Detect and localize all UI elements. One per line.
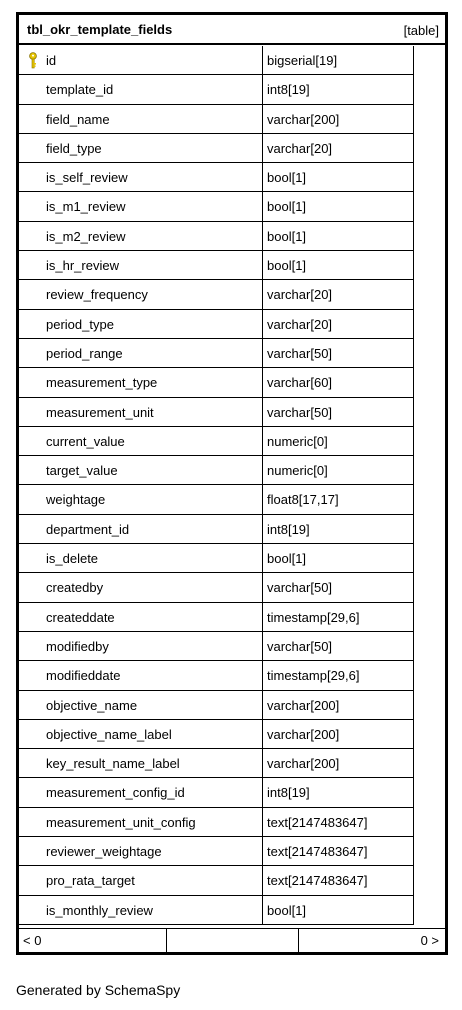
column-type-cell <box>263 251 414 279</box>
column-name: is_m2_review <box>46 228 126 244</box>
column-name-cell <box>19 222 263 250</box>
table-header <box>19 15 445 45</box>
column-type: varchar[200] <box>267 111 340 127</box>
table-footer <box>19 928 445 952</box>
column-name-cell <box>19 808 263 836</box>
column-type-cell <box>263 192 414 220</box>
column-row[interactable] <box>19 485 414 514</box>
table-box <box>16 12 448 955</box>
column-row[interactable] <box>19 661 414 690</box>
column-type-cell <box>263 75 414 103</box>
column-type-cell <box>263 134 414 162</box>
column-row[interactable] <box>19 398 414 427</box>
column-name: createddate <box>46 609 115 625</box>
table-kind: [table] <box>403 23 439 38</box>
column-row[interactable] <box>19 251 414 280</box>
column-row[interactable] <box>19 749 414 778</box>
column-name: objective_name <box>46 697 138 713</box>
column-name-cell <box>19 134 263 162</box>
column-name: field_type <box>46 140 102 156</box>
column-name: is_hr_review <box>46 258 119 274</box>
column-name-cell <box>19 749 263 777</box>
column-row[interactable] <box>19 105 414 134</box>
column-name-cell <box>19 837 263 865</box>
column-type-cell <box>263 808 414 836</box>
column-type: int8[19] <box>267 521 310 537</box>
column-row[interactable] <box>19 46 414 75</box>
column-type: varchar[200] <box>267 726 340 742</box>
column-type: varchar[60] <box>267 375 333 391</box>
column-name-cell <box>19 720 263 748</box>
column-type: varchar[200] <box>267 756 340 772</box>
column-type: int8[19] <box>267 785 310 801</box>
column-name-cell <box>19 427 263 455</box>
column-name-cell <box>19 280 263 308</box>
footer-segment-middle <box>167 929 299 952</box>
column-type-cell <box>263 544 414 572</box>
column-name-cell <box>19 339 263 367</box>
column-row[interactable] <box>19 720 414 749</box>
footer-segment-parents <box>299 929 445 952</box>
column-type-cell <box>263 691 414 719</box>
column-type: numeric[0] <box>267 433 328 449</box>
column-type: text[2147483647] <box>267 873 368 889</box>
column-name-cell <box>19 632 263 660</box>
column-name: is_self_review <box>46 170 128 186</box>
column-type-cell <box>263 866 414 894</box>
column-name: key_result_name_label <box>46 756 180 772</box>
column-type: varchar[50] <box>267 580 333 596</box>
column-name: weightage <box>46 492 106 508</box>
column-name-cell <box>19 398 263 426</box>
column-name: current_value <box>46 433 125 449</box>
column-name-cell <box>19 485 263 513</box>
column-name: measurement_unit_config <box>46 814 196 830</box>
column-type-cell <box>263 515 414 543</box>
column-type-cell <box>263 46 414 74</box>
column-type: numeric[0] <box>267 463 328 479</box>
column-name: reviewer_weightage <box>46 844 162 860</box>
column-name: measurement_type <box>46 375 158 391</box>
column-type: bool[1] <box>267 199 307 215</box>
column-row[interactable] <box>19 808 414 837</box>
column-type: timestamp[29,6] <box>267 668 360 684</box>
column-type-cell <box>263 427 414 455</box>
table-name[interactable]: tbl_okr_template_fields <box>27 22 173 37</box>
column-row[interactable] <box>19 339 414 368</box>
column-type-cell <box>263 105 414 133</box>
column-type-cell <box>263 310 414 338</box>
column-name-cell <box>19 368 263 396</box>
column-name: field_name <box>46 111 110 127</box>
column-name-cell <box>19 515 263 543</box>
column-row[interactable] <box>19 778 414 807</box>
key-icon <box>28 52 40 69</box>
parents-count[interactable]: 0 > <box>420 933 439 948</box>
column-row[interactable] <box>19 573 414 602</box>
column-type: varchar[200] <box>267 697 340 713</box>
column-type-cell <box>263 632 414 660</box>
column-row[interactable] <box>19 544 414 573</box>
column-type: int8[19] <box>267 82 310 98</box>
column-type: timestamp[29,6] <box>267 609 360 625</box>
column-name: is_monthly_review <box>46 902 153 918</box>
column-name: target_value <box>46 463 118 479</box>
column-name: measurement_config_id <box>46 785 185 801</box>
column-name-cell <box>19 46 263 74</box>
column-type: bigserial[19] <box>267 53 338 68</box>
column-row[interactable] <box>19 75 414 104</box>
column-name-cell <box>19 778 263 806</box>
column-type: bool[1] <box>267 551 307 567</box>
column-type: varchar[50] <box>267 345 333 361</box>
column-type-cell <box>263 280 414 308</box>
column-row[interactable] <box>19 192 414 221</box>
column-name-cell <box>19 105 263 133</box>
column-type-cell <box>263 398 414 426</box>
column-row[interactable] <box>19 222 414 251</box>
column-name: review_frequency <box>46 287 148 303</box>
column-row[interactable] <box>19 896 414 925</box>
column-type-cell <box>263 896 414 924</box>
column-name-cell <box>19 75 263 103</box>
column-type-cell <box>263 485 414 513</box>
column-row[interactable] <box>19 163 414 192</box>
column-name-cell <box>19 310 263 338</box>
column-name-cell <box>19 456 263 484</box>
column-type: text[2147483647] <box>267 814 368 830</box>
column-name: id <box>46 53 57 68</box>
column-type-cell <box>263 661 414 689</box>
column-row[interactable] <box>19 837 414 866</box>
column-name: is_m1_review <box>46 199 126 215</box>
column-name: is_delete <box>46 551 99 567</box>
column-type: varchar[20] <box>267 316 333 332</box>
column-type: varchar[20] <box>267 140 333 156</box>
column-name-cell <box>19 661 263 689</box>
generated-by-label: Generated by SchemaSpy <box>16 982 181 998</box>
column-type-cell <box>263 749 414 777</box>
column-name-cell <box>19 866 263 894</box>
column-row[interactable] <box>19 691 414 720</box>
column-name: createdby <box>46 580 104 596</box>
column-row[interactable] <box>19 456 414 485</box>
column-name: measurement_unit <box>46 404 154 420</box>
column-name-cell <box>19 544 263 572</box>
column-row[interactable] <box>19 310 414 339</box>
column-name-cell <box>19 896 263 924</box>
column-type: bool[1] <box>267 170 307 186</box>
column-row[interactable] <box>19 368 414 397</box>
column-name-cell <box>19 573 263 601</box>
column-type: text[2147483647] <box>267 844 368 860</box>
column-name-cell <box>19 163 263 191</box>
column-name-cell <box>19 192 263 220</box>
column-type: bool[1] <box>267 228 307 244</box>
column-type-cell <box>263 778 414 806</box>
column-row[interactable] <box>19 866 414 895</box>
column-name: department_id <box>46 521 130 537</box>
column-list <box>19 46 414 925</box>
column-type-cell <box>263 163 414 191</box>
column-type-cell <box>263 837 414 865</box>
children-count[interactable]: < 0 <box>23 933 42 948</box>
column-name: objective_name_label <box>46 726 172 742</box>
column-type: bool[1] <box>267 258 307 274</box>
column-name: template_id <box>46 82 114 98</box>
column-type-cell <box>263 368 414 396</box>
column-type: varchar[20] <box>267 287 333 303</box>
column-row[interactable] <box>19 515 414 544</box>
column-name: period_range <box>46 345 123 361</box>
column-name-cell <box>19 691 263 719</box>
column-name: modifiedby <box>46 638 109 654</box>
column-type: varchar[50] <box>267 638 333 654</box>
column-name: pro_rata_target <box>46 873 135 889</box>
column-type-cell <box>263 573 414 601</box>
column-type: varchar[50] <box>267 404 333 420</box>
column-type-cell <box>263 339 414 367</box>
column-name-cell <box>19 603 263 631</box>
column-type-cell <box>263 222 414 250</box>
column-name: modifieddate <box>46 668 121 684</box>
column-row[interactable] <box>19 134 414 163</box>
column-row[interactable] <box>19 427 414 456</box>
column-name: period_type <box>46 316 114 332</box>
column-row[interactable] <box>19 632 414 661</box>
column-row[interactable] <box>19 280 414 309</box>
column-type-cell <box>263 603 414 631</box>
column-name-cell <box>19 251 263 279</box>
column-type: bool[1] <box>267 902 307 918</box>
column-type-cell <box>263 720 414 748</box>
footer-segment-children <box>19 929 167 952</box>
column-type-cell <box>263 456 414 484</box>
column-type: float8[17,17] <box>267 492 339 508</box>
column-row[interactable] <box>19 603 414 632</box>
